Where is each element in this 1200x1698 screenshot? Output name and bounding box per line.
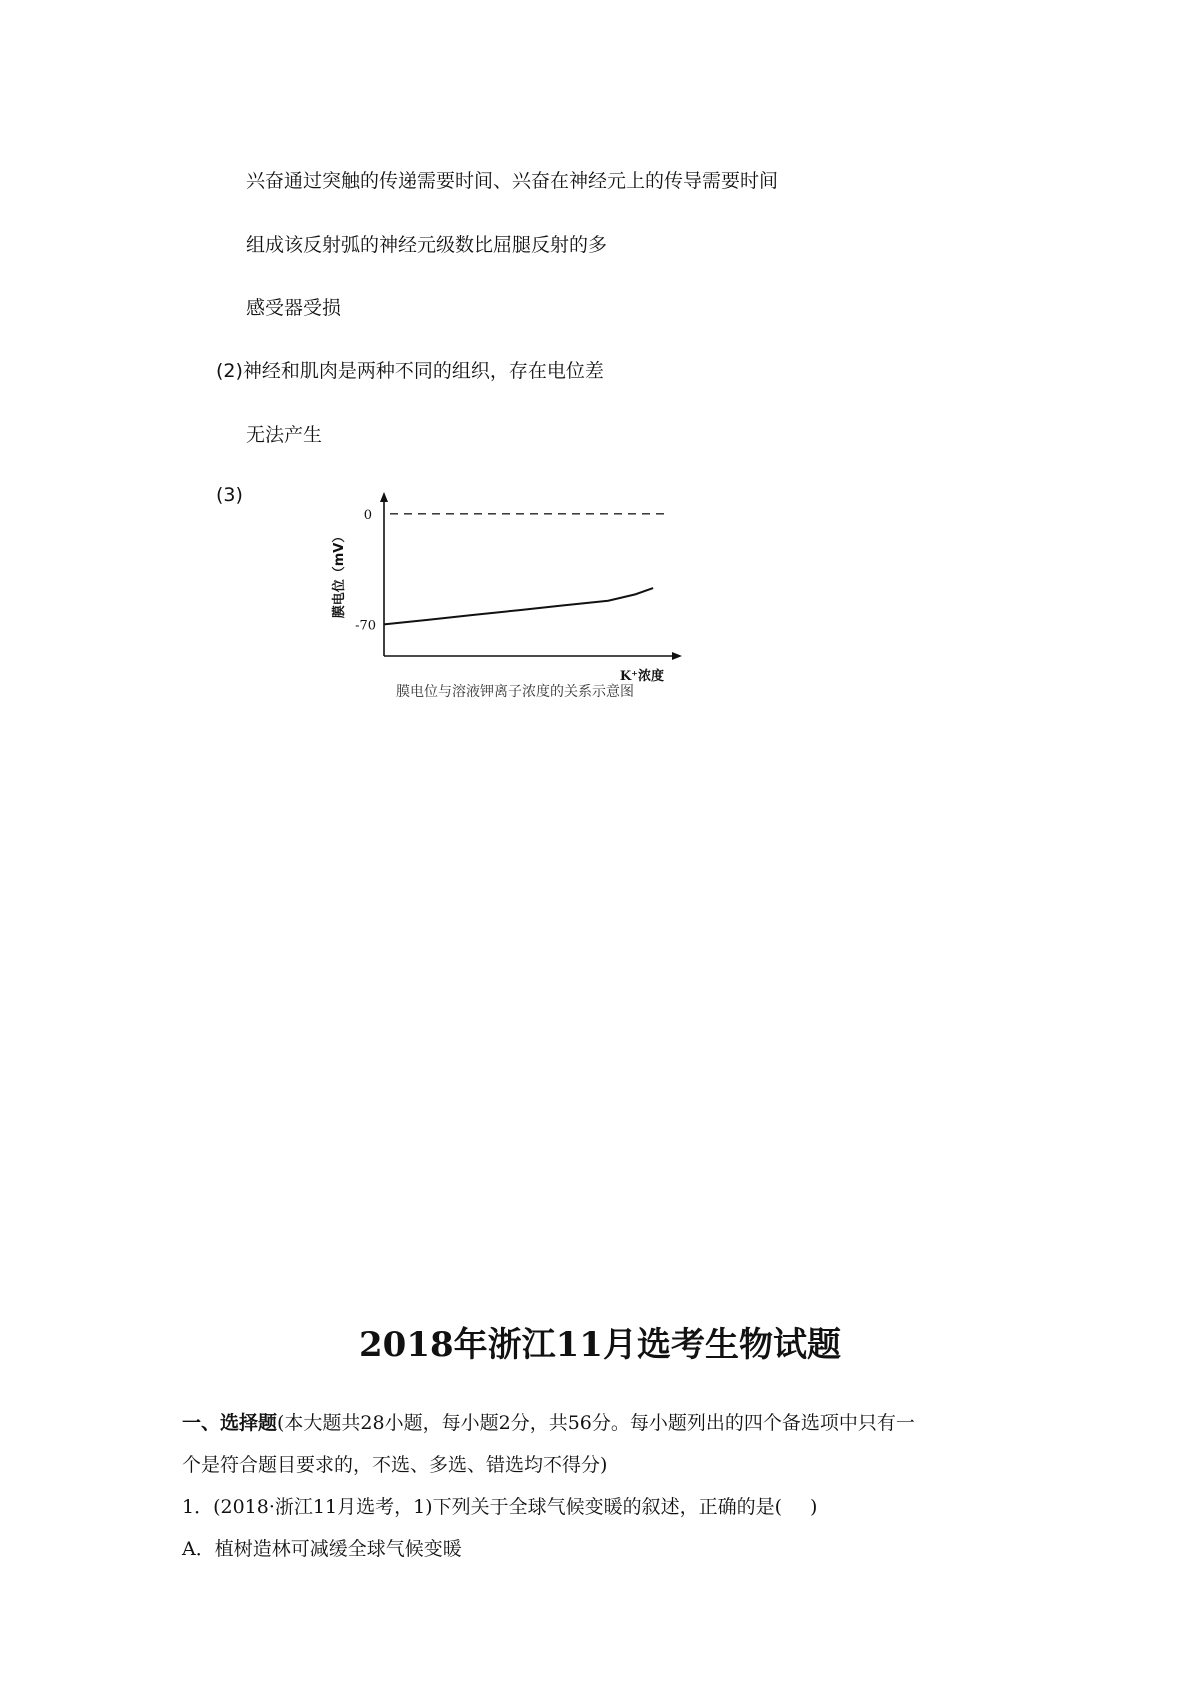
- answer-line-1: 兴奋通过突触的传递需要时间、兴奋在神经元上的传导需要时间: [246, 170, 779, 192]
- y-tick-label-neg70: -70: [355, 618, 376, 634]
- y-axis-label: 膜电位（mV）: [332, 529, 347, 619]
- series-line-membrane-potential: [384, 588, 653, 624]
- section-label: 一、选择题: [182, 1412, 278, 1434]
- y-tick-label-0: 0: [363, 507, 372, 523]
- section-header: [182, 1408, 915, 1435]
- x-axis-label: K⁺浓度: [619, 669, 664, 684]
- answer-line-4: (2)神经和肌肉是两种不同的组织，存在电位差: [216, 360, 604, 382]
- question-1-close-paren: ): [810, 1496, 818, 1518]
- x-axis-arrow: [672, 652, 682, 660]
- question-1-option-a: A．植树造林可减缓全球气候变暖: [182, 1538, 462, 1560]
- answer-line-2: 组成该反射弧的神经元级数比屈腿反射的多: [246, 234, 608, 256]
- question-1-stem: [182, 1492, 817, 1519]
- membrane-potential-chart: [320, 488, 690, 700]
- question-1-text: 1．(2018·浙江11月选考，1)下列关于全球气候变暖的叙述，正确的是(: [182, 1496, 782, 1518]
- answer-line-5: 无法产生: [246, 424, 323, 446]
- exam-title: 2018年浙江11月选考生物试题: [359, 1325, 841, 1365]
- answer-line-6-label: (3): [216, 484, 243, 506]
- answer-line-3: 感受器受损: [246, 297, 342, 319]
- section-description-cont: 个是符合题目要求的，不选、多选、错选均不得分): [182, 1454, 608, 1476]
- y-axis-arrow: [380, 492, 388, 502]
- chart-caption: 膜电位与溶液钾离子浓度的关系示意图: [396, 684, 634, 700]
- section-description: (本大题共28小题，每小题2分，共56分。每小题列出的四个备选项中只有一: [277, 1412, 915, 1434]
